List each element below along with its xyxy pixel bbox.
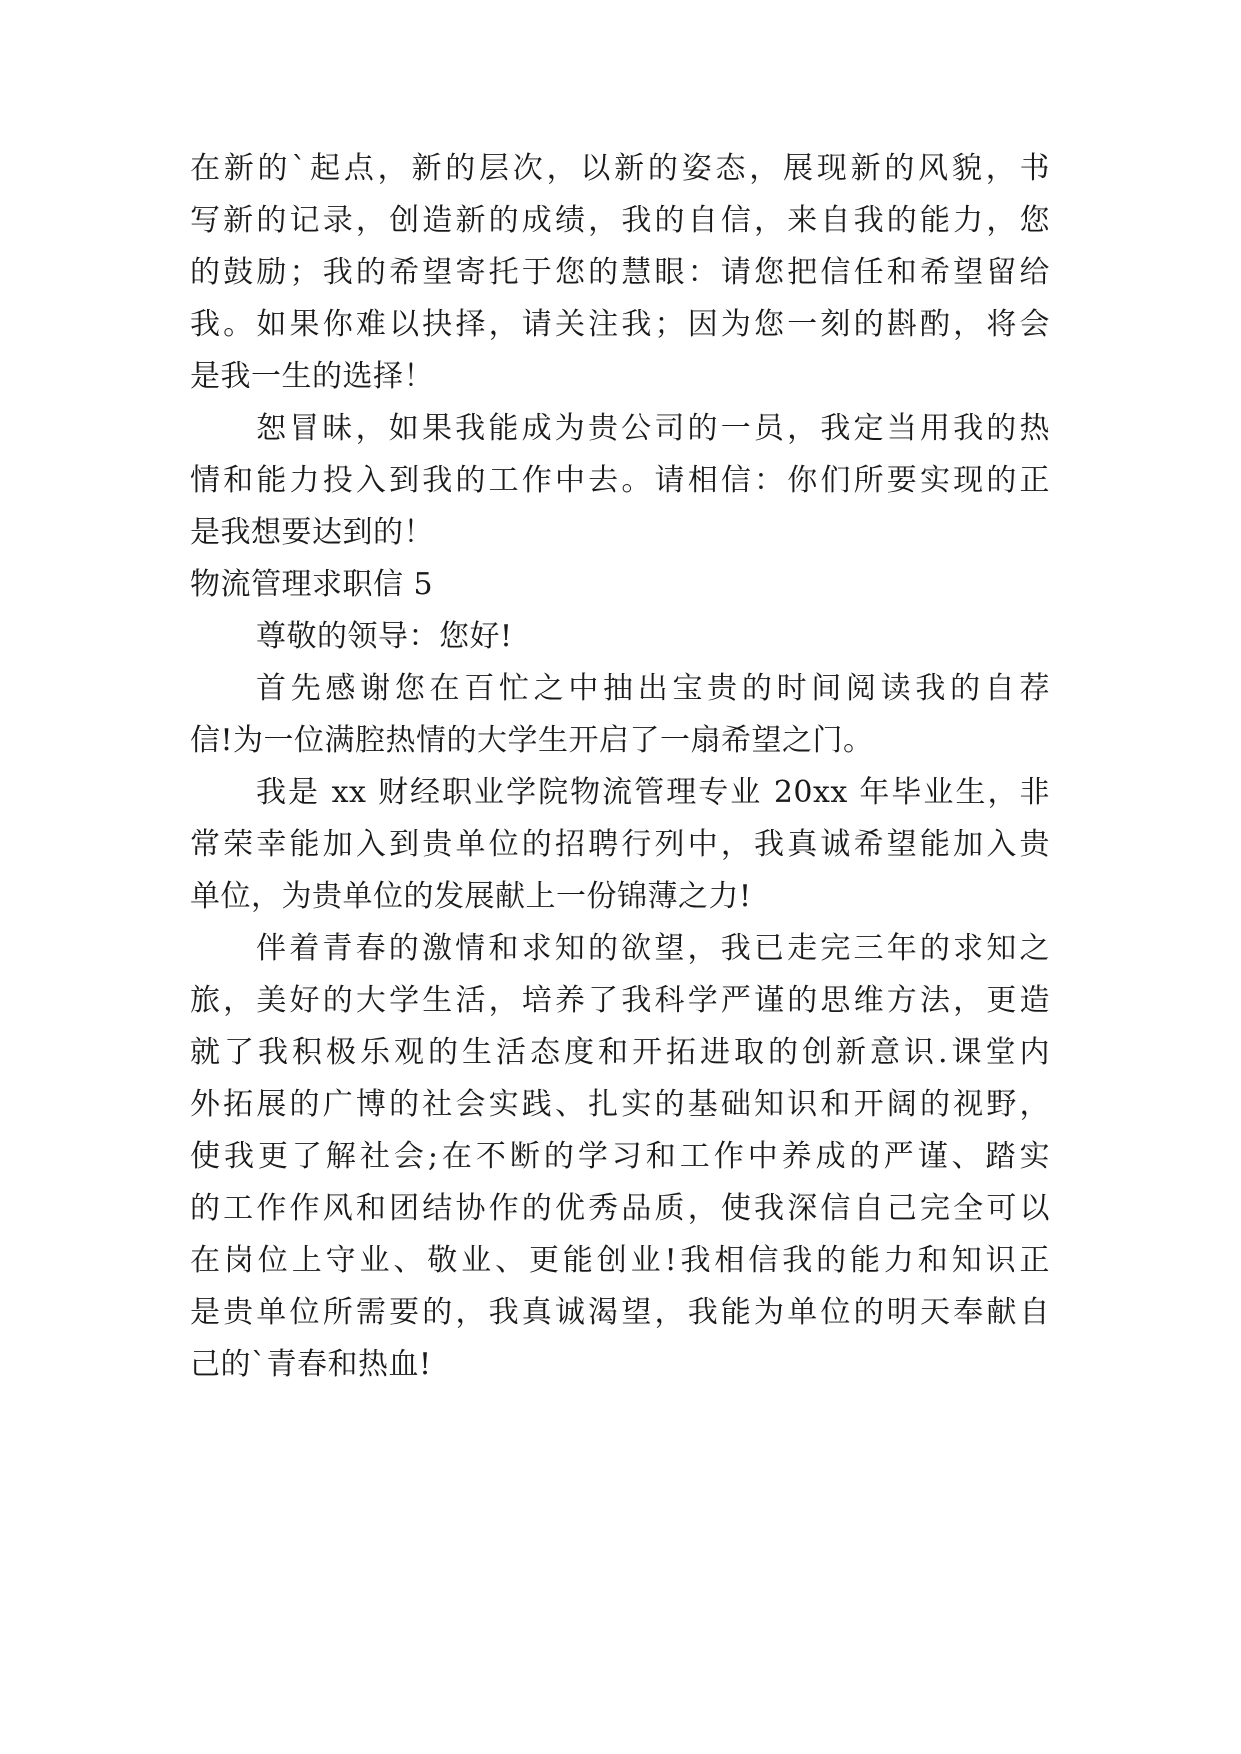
paragraph-line: 恕冒昧，如果我能成为贵公司的一员，我定当用我的热 (256, 411, 1050, 446)
section-heading: 物流管理求职信 5 (190, 567, 434, 602)
paragraph-line: 的工作作风和团结协作的优秀品质，使我深信自己完全可以 (190, 1191, 1050, 1226)
paragraph-line: 单位，为贵单位的发展献上一份锦薄之力! (190, 879, 752, 914)
paragraph-line: 是贵单位所需要的，我真诚渴望，我能为单位的明天奉献自 (190, 1295, 1050, 1330)
paragraph-line: 旅，美好的大学生活，培养了我科学严谨的思维方法，更造 (190, 983, 1050, 1018)
paragraph-line: 我。如果你难以抉择，请关注我；因为您一刻的斟酌，将会 (190, 307, 1050, 342)
paragraph-line: 常荣幸能加入到贵单位的招聘行列中，我真诚希望能加入贵 (190, 827, 1050, 862)
paragraph-line: 在岗位上守业、敬业、更能创业!我相信我的能力和知识正 (190, 1243, 1050, 1278)
paragraph-line: 是我一生的选择！ (190, 359, 434, 394)
paragraph-line: 写新的记录，创造新的成绩，我的自信，来自我的能力，您 (190, 203, 1050, 238)
paragraph-line: 信!为一位满腔热情的大学生开启了一扇希望之门。 (190, 723, 874, 758)
paragraph-line: 首先感谢您在百忙之中抽出宝贵的时间阅读我的自荐 (256, 671, 1050, 706)
paragraph-line: 情和能力投入到我的工作中去。请相信：你们所要实现的正 (190, 463, 1050, 498)
paragraph-line: 在新的`起点，新的层次，以新的姿态，展现新的风貌，书 (190, 151, 1050, 186)
paragraph-line: 使我更了解社会;在不断的学习和工作中养成的严谨、踏实 (190, 1139, 1050, 1174)
paragraph-line: 己的`青春和热血! (190, 1347, 432, 1382)
salutation: 尊敬的领导：您好! (256, 619, 513, 654)
paragraph-line: 是我想要达到的！ (190, 515, 434, 550)
paragraph-line: 就了我积极乐观的生活态度和开拓进取的创新意识.课堂内 (190, 1035, 1050, 1070)
paragraph-line: 我是 xx 财经职业学院物流管理专业 20xx 年毕业生，非 (256, 775, 1050, 810)
paragraph-line: 外拓展的广博的社会实践、扎实的基础知识和开阔的视野， (190, 1087, 1050, 1122)
paragraph-line: 的鼓励；我的希望寄托于您的慧眼：请您把信任和希望留给 (190, 255, 1050, 290)
paragraph-line: 伴着青春的激情和求知的欲望，我已走完三年的求知之 (256, 931, 1050, 966)
